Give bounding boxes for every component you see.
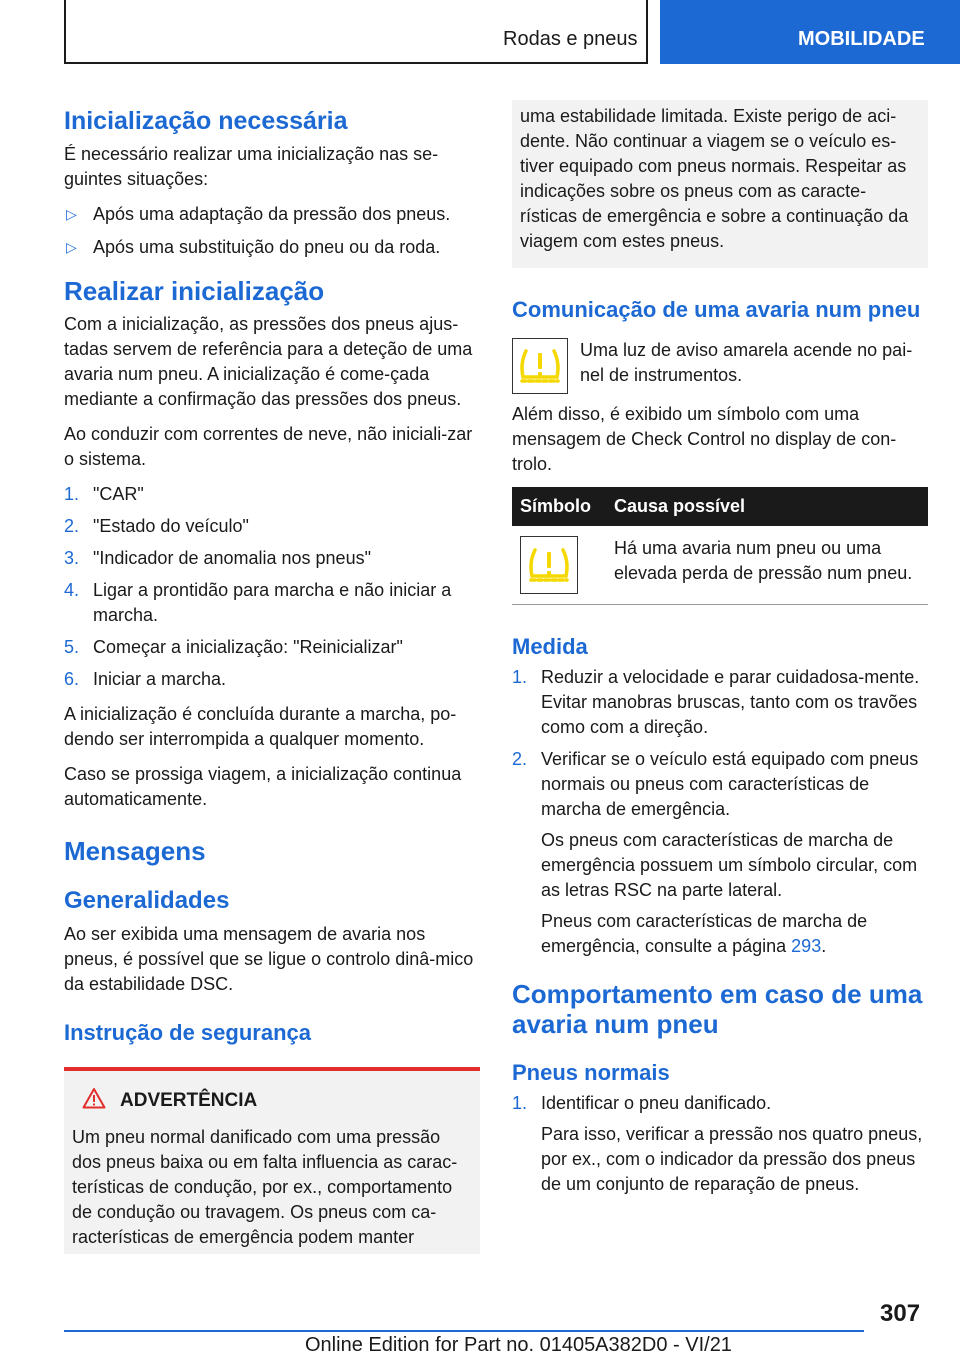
step-text: Começar a inicialização: "Reinicializar" bbox=[93, 637, 403, 657]
heading-inicializacao-necessaria: Inicialização necessária bbox=[64, 107, 348, 135]
init-bullet-list bbox=[64, 202, 480, 260]
list-item bbox=[64, 635, 480, 660]
symbol-table bbox=[512, 487, 928, 605]
step-number: 4. bbox=[64, 580, 80, 600]
paragraph-realizar-2: Ao conduzir com correntes de neve, não iniciali-zar o sistema. bbox=[64, 424, 473, 469]
heading-medida: Medida bbox=[512, 634, 588, 659]
step-number: 2. bbox=[512, 749, 528, 769]
bullet-text: Após uma substituição do pneu ou da roda. bbox=[93, 237, 441, 257]
heading-generalidades: Generalidades bbox=[64, 887, 230, 914]
heading-realizar-inicializacao: Realizar inicialização bbox=[64, 276, 325, 306]
paragraph-luz-aviso: Uma luz de aviso amarela acende no pai-nel de instrumentos. bbox=[580, 340, 913, 385]
bullet-triangle-icon: ▷ bbox=[66, 239, 77, 255]
step-subparagraph: Os pneus com características de marcha de emergência possuem um símbolo circular, com as letras RSC na parte lateral. bbox=[541, 830, 918, 900]
heading-pneus-normais: Pneus normais bbox=[512, 1060, 670, 1085]
symbol-cell bbox=[512, 526, 606, 605]
step-text: "Estado do veículo" bbox=[93, 516, 249, 536]
step-number: 3. bbox=[64, 548, 80, 568]
warning-box bbox=[64, 1067, 480, 1254]
left-column bbox=[64, 96, 480, 1254]
paragraph-check-control: Além disso, é exibido um símbolo com uma mensagem de Check Control no display de con-trolo. bbox=[512, 404, 897, 474]
step-number: 1. bbox=[512, 1093, 528, 1113]
page-number: 307 bbox=[880, 1300, 921, 1327]
right-column bbox=[512, 100, 928, 1207]
header-section-title: Rodas e pneus bbox=[503, 28, 638, 50]
list-item bbox=[64, 546, 480, 571]
list-item bbox=[512, 665, 928, 740]
reference-text: Pneus com características de marcha de emergência, consulte a página bbox=[541, 911, 868, 956]
warning-triangle-icon bbox=[82, 1087, 106, 1115]
footer-edition bbox=[305, 1334, 732, 1357]
warning-light-row bbox=[512, 338, 928, 394]
table-header-row bbox=[512, 487, 928, 526]
warning-text-continued: uma estabilidade limitada. Existe perigo de aci-dente. Não continuar a viagem se o veículo es-tiver equipado com pneus normais. Respeitar as indicações sobre os pneus com as caracte-rísticas de emergência e sobre a continuação da viagem com estes pneus. bbox=[520, 106, 909, 251]
warning-text: Um pneu normal danificado com uma pressão dos pneus baixa ou em falta influencia as carac-terísticas de condução, por ex., comportamento de condução ou travagem. Os pneus com ca-racterísticas de emergência podem manter bbox=[72, 1127, 458, 1247]
pneus-normais-list bbox=[512, 1091, 928, 1197]
init-steps-list bbox=[64, 482, 480, 692]
column-header-cause: Causa possível bbox=[606, 487, 928, 526]
list-item bbox=[64, 514, 480, 539]
step-text: Identificar o pneu danificado. bbox=[541, 1093, 772, 1113]
bullet-text: Após uma adaptação da pressão dos pneus. bbox=[93, 204, 451, 224]
header-chapter-label: MOBILIDADE bbox=[798, 28, 925, 50]
paragraph-conclusion-2: Caso se prossiga viagem, a inicialização continua automaticamente. bbox=[64, 764, 462, 809]
step-subparagraph: Para isso, verificar a pressão nos quatro pneus, por ex., com o indicador da pressão dos pneus de um conjunto de reparação de pneus. bbox=[541, 1124, 923, 1194]
reference-period: . bbox=[821, 936, 827, 956]
heading-comportamento-avaria: Comportamento em caso de uma avaria num pneu bbox=[512, 979, 923, 1039]
column-header-symbol: Símbolo bbox=[512, 487, 606, 526]
heading-instrucao-seguranca: Instrução de segurança bbox=[64, 1020, 311, 1045]
paragraph-realizar-1: Com a inicialização, as pressões dos pneus ajus-tadas servem de referência para a deteção de uma avaria num pneu. A inicialização é come-çada mediante a confirmação das pressões dos pneus. bbox=[64, 314, 473, 409]
list-item bbox=[64, 482, 480, 507]
step-text: Ligar a prontidão para marcha e não iniciar a marcha. bbox=[93, 580, 452, 625]
tire-pressure-warning-icon bbox=[520, 536, 578, 594]
heading-comunicacao-avaria: Comunicação de uma avaria num pneu bbox=[512, 297, 921, 322]
bullet-triangle-icon: ▷ bbox=[66, 206, 77, 222]
header-chapter-tab bbox=[660, 0, 960, 64]
footer-divider bbox=[64, 1330, 864, 1332]
list-item bbox=[64, 667, 480, 692]
page-link-293[interactable]: 293 bbox=[791, 936, 822, 956]
paragraph-init-intro: É necessário realizar uma inicialização nas se-guintes situações: bbox=[64, 144, 439, 189]
warning-box-continued bbox=[512, 100, 928, 268]
list-item bbox=[64, 578, 480, 628]
cause-cell: Há uma avaria num pneu ou uma elevada perda de pressão num pneu. bbox=[606, 526, 928, 605]
step-text: Iniciar a marcha. bbox=[93, 669, 227, 689]
warning-header bbox=[72, 1087, 472, 1115]
paragraph-conclusion-1: A inicialização é concluída durante a marcha, po-dendo ser interrompida a qualquer momento. bbox=[64, 704, 457, 749]
step-number: 5. bbox=[64, 637, 80, 657]
list-item bbox=[64, 235, 480, 260]
table-row bbox=[512, 526, 928, 605]
paragraph-generalidades: Ao ser exibida uma mensagem de avaria nos pneus, é possível que se ligue o controlo dinâ-mico da estabilidade DSC. bbox=[64, 924, 474, 994]
step-text: "CAR" bbox=[93, 484, 144, 504]
tire-pressure-warning-icon bbox=[512, 338, 568, 394]
step-number: 2. bbox=[64, 516, 80, 536]
step-text: Verificar se o veículo está equipado com pneus normais ou pneus com características de marcha de emergência. bbox=[541, 749, 919, 819]
medida-list bbox=[512, 665, 928, 959]
heading-mensagens: Mensagens bbox=[64, 836, 206, 866]
step-text: "Indicador de anomalia nos pneus" bbox=[93, 548, 371, 568]
list-item bbox=[512, 747, 928, 959]
step-number: 1. bbox=[512, 667, 528, 687]
footer-edition-text: Online Edition for Part no. 01405A382D0 - VI/21 bbox=[305, 1334, 732, 1356]
step-number: 6. bbox=[64, 669, 80, 689]
step-number: 1. bbox=[64, 484, 80, 504]
list-item bbox=[512, 1091, 928, 1197]
list-item bbox=[64, 202, 480, 227]
step-subparagraph-reference bbox=[541, 909, 928, 959]
step-text: Reduzir a velocidade e parar cuidadosa-mente. Evitar manobras bruscas, tanto com os travões como com a direção. bbox=[541, 667, 920, 737]
warning-title: ADVERTÊNCIA bbox=[120, 1090, 258, 1111]
